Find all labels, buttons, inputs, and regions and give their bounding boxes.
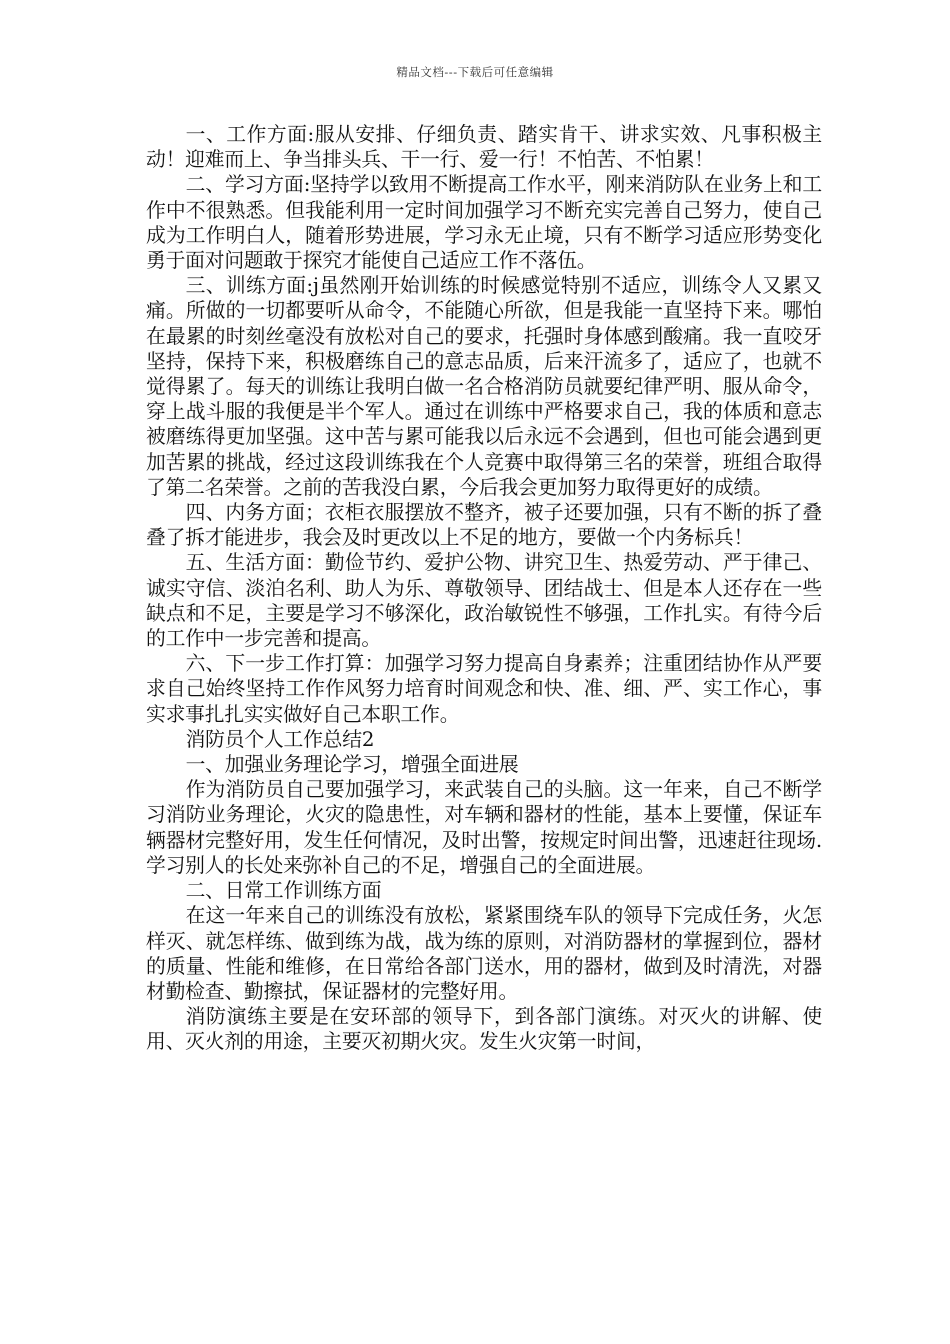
paragraph-life: 五、生活方面：勤俭节约、爱护公物、讲究卫生、热爱劳动、严于律己、诚实守信、淡泊名利、助人为乐、尊敬领导、团结战士、但是本人还存在一些缺点和不足，主要是学习不够深化，政治敏锐性不够强，工作扎实。有待今后的工作中一步完善和提高。 [146,551,822,651]
paragraph-housekeeping: 四、内务方面；衣柜衣服摆放不整齐，被子还要加强，只有不断的拆了叠叠了拆才能进步，我会及时更改以上不足的地方，要做一个内务标兵！ [146,501,822,550]
document-body [146,122,822,1055]
paragraph-work: 一、工作方面:服从安排、仔细负责、踏实肯干、讲求实效、凡事积极主动！迎难而上、争当排头兵、干一行、爱一行！不怕苦、不怕累！ [146,123,822,172]
paragraph-daily-training: 在这一年来自己的训练没有放松，紧紧围绕车队的领导下完成任务，火怎样灭、就怎样练、做到练为战，战为练的原则，对消防器材的掌握到位，器材的质量、性能和维修，在日常给各部门送水，用的器材，做到及时清洗，对器材勤检查、勤擦拭，保证器材的完整好用。 [146,904,822,1003]
page-header: 精品文档---下载后可任意编辑 [396,65,554,79]
section-title-summary-2: 消防员个人工作总结2 [185,727,375,751]
paragraph-training: 三、训练方面:j虽然刚开始训练的时候感觉特别不适应，训练令人又累又痛。所做的一切都要听从命令，不能随心所欲，但是我能一直坚持下来。哪怕在最累的时刻丝毫没有放松对自己的要求，托强时身体感到酸痛。我一直咬牙坚持，保持下来，积极磨练自己的意志品质，后来汗流多了，适应了，也就不觉得累了。每天的训练让我明白做一名合格消防员就要纪律严明、服从命令，穿上战斗服的我便是半个军人。通过在训练中严格要求自己，我的体质和意志被磨练得更加坚强。这中苦与累可能我以后永远不会遇到，但也可能会遇到更加苦累的挑战，经过这段训练我在个人竞赛中取得第三名的荣誉，班组合取得了第二名荣誉。之前的苦我没白累，今后我会更加努力取得更好的成绩。 [146,274,822,499]
subheading-theory-study: 一、加强业务理论学习，增强全面进展 [185,753,519,777]
paragraph-next-plan: 六、下一步工作打算：加强学习努力提高自身素养；注重团结协作从严要求自己始终坚持工作作风努力培育时间观念和快、准、细、严、实工作心，事实求事扎扎实实做好自己本职工作。 [146,652,822,726]
subheading-daily-training: 二、日常工作训练方面 [185,879,382,903]
paragraph-study: 二、学习方面:坚持学以致用不断提高工作水平，刚来消防队在业务上和工作中不很熟悉。但我能利用一定时间加强学习不断充实完善自己努力，使自己成为工作明白人，随着形势进展，学习永无止境，只有不断学习适应形势变化勇于面对问题敢于探究才能使自己适应工作不落伍。 [146,173,822,273]
paragraph-fire-drill: 消防演练主要是在安环部的领导下，到各部门演练。对灭火的讲解、使用、灭火剂的用途，主要灭初期火灾。发生火灾第一时间， [146,1005,822,1054]
paragraph-theory-study: 作为消防员自己要加强学习，来武装自己的头脑。这一年来，自己不断学习消防业务理论，火灾的隐患性，对车辆和器材的性能，基本上要懂，保证车辆器材完整好用，发生任何情况，及时出警，按规定时间出警，迅速赶往现场.学习别人的长处来弥补自己的不足，增强自己的全面进展。 [146,778,822,877]
